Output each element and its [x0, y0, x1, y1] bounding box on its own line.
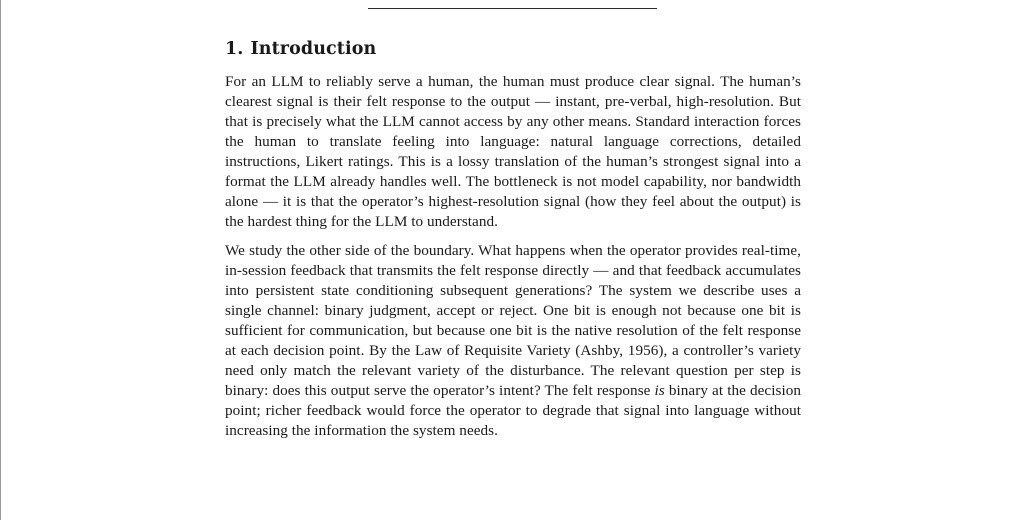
section-heading [225, 38, 801, 60]
section-title: Introduction [250, 39, 377, 59]
paragraph-2-text-start: We study the other side of the boundary. What happens when the operator provides real-time, in-session feedback that transmits the felt response directly — and that feedback accumulates into persistent state conditioning subsequent generations? The system we describe uses a single channel: binary judgment, accept or reject. One bit is enough not because one bit is sufficient for communication, but because one bit is the native resolution of the felt response at each decision point. By the Law of Requisite Variety (Ashby, 1956), a controller’s variety need only match the relevant variety of the disturbance. The relevant question per step is binary: does this output serve the operator’s intent? The felt response [225, 242, 801, 399]
page-left-border [0, 0, 1, 520]
top-rule-divider [368, 8, 657, 9]
paragraph-2-text-end: binary at the decision point; richer feedback would force the operator to degrade that signal into language without increasing the information the system needs. [225, 382, 801, 439]
paragraph-1: For an LLM to reliably serve a human, the human must produce clear signal. The human’s clearest signal is their felt response to the output — instant, pre-verbal, high-resolution. But that is precisely what the LLM cannot access by any other means. Standard interaction forces the human to translate feeling into language: natural language corrections, detailed instructions, Likert ratings. This is a lossy translation of the human’s strongest signal into a format the LLM already handles well. The bottleneck is not model capability, nor bandwidth alone — it is that the operator’s highest-resolution signal (how they feel about the output) is the hardest thing for the LLM to understand. [225, 73, 801, 230]
paragraph-2-emphasis: is [654, 382, 665, 399]
section-number: 1. [225, 39, 244, 59]
paragraph-2 [225, 241, 801, 441]
paper-body [225, 38, 801, 450]
